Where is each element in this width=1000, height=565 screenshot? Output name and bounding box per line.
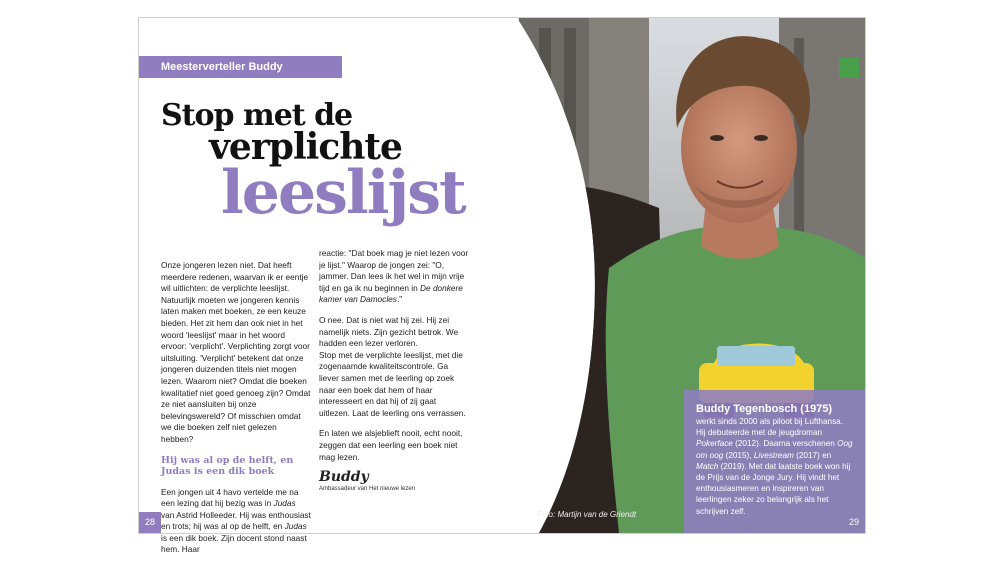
- page-number-left: 28: [139, 512, 161, 533]
- title-line-3: leeslijst: [221, 158, 465, 228]
- signature-caption: Ambassadeur van Het nieuwe lezen: [319, 485, 416, 492]
- author-bio-text: werkt sinds 2000 als piloot bij Lufthansa. Hij debuteerde met de jeugdroman Pokerface (2012). Daarna verschenen Oog om oog (2015), Livestream (2017) en Match (2019). Met dat laatste boek won hij de Prijs van de Jonge Jury. Hij vindt het enthousiasmeren en inspireren van leerlingen zeker zo belangrijk als het schrijven zelf.: [696, 417, 853, 516]
- title-line-1: Stop met de: [161, 98, 353, 133]
- title-line-2: verplichte: [209, 126, 402, 168]
- paragraph: Onze jongeren lezen niet. Dat heeft meerdere redenen, waarvan ik er eentje wil uitlichten: de verplichte leeslijst. Natuurlijk moeten we jongeren kennis laten maken met boeken, ze een keuze bieden. Het zit hem dan ook niet in het woord 'leeslijst' maar in het woord ervoor: 'verplicht'. Verplichting zorgt voor uitsluiting. 'Verplicht' betekent dat onze jongeren duizenden titels niet mogen lezen. Waarom niet? Omdat die boeken kwalitatief niet goed genoeg zijn? Omdat ze niet aansluiten bij onze belevingswereld? Of misschien omdat we die boeken zelf niet gelezen hebben?: [161, 260, 311, 444]
- kicker-label: Meesterverteller Buddy Tegenbosch: [139, 56, 342, 78]
- photo-credit: Foto: Martijn van de Griendt: [537, 510, 637, 519]
- subheading: Hij was al op de helft, en Judas is een dik boek: [161, 454, 294, 477]
- paragraph: Stop met de verplichte leeslijst, met die zogenaamde kwaliteitscontrole. Ga liever samen met de leerling op zoek naar een boek dat hem of haar interesseert en dat hij of zij gaat uitlezen. Laat de leerling ons verrassen.: [319, 349, 466, 418]
- magazine-spread: [138, 17, 866, 555]
- page-number-right: 29: [848, 517, 859, 527]
- signature: Buddy: [319, 469, 369, 486]
- paragraph: O nee. Dat is niet wat hij zei. Hij zei namelijk niets. Zijn gezicht betrok. We hadden een lezer verloren.: [319, 314, 459, 349]
- paragraph: reactie: "Dat boek mag je niet lezen voor je lijst." Waarop de jongen zei: "O, jammer. Dan lees ik het wel in mijn vrije tijd en ga ik nu beginnen in De donkere kamer van Damocles.": [319, 248, 469, 305]
- paragraph: En laten we alsjeblieft nooit, echt nooit, zeggen dat een leerling een boek niet mag lezen.: [319, 428, 463, 462]
- author-bio-box: [684, 390, 865, 533]
- paragraph: Een jongen uit 4 havo vertelde me na een lezing dat hij bezig was in Judas van Astrid Holleeder. Hij was enthousiast en trots; hij was al op de helft, en Judas is een dik boek. Zijn docent stond naast hem. Haar: [161, 486, 311, 555]
- author-name: Buddy Tegenbosch (1975): [696, 403, 833, 415]
- text-column-1: [161, 260, 311, 565]
- text-column-2: [319, 248, 469, 495]
